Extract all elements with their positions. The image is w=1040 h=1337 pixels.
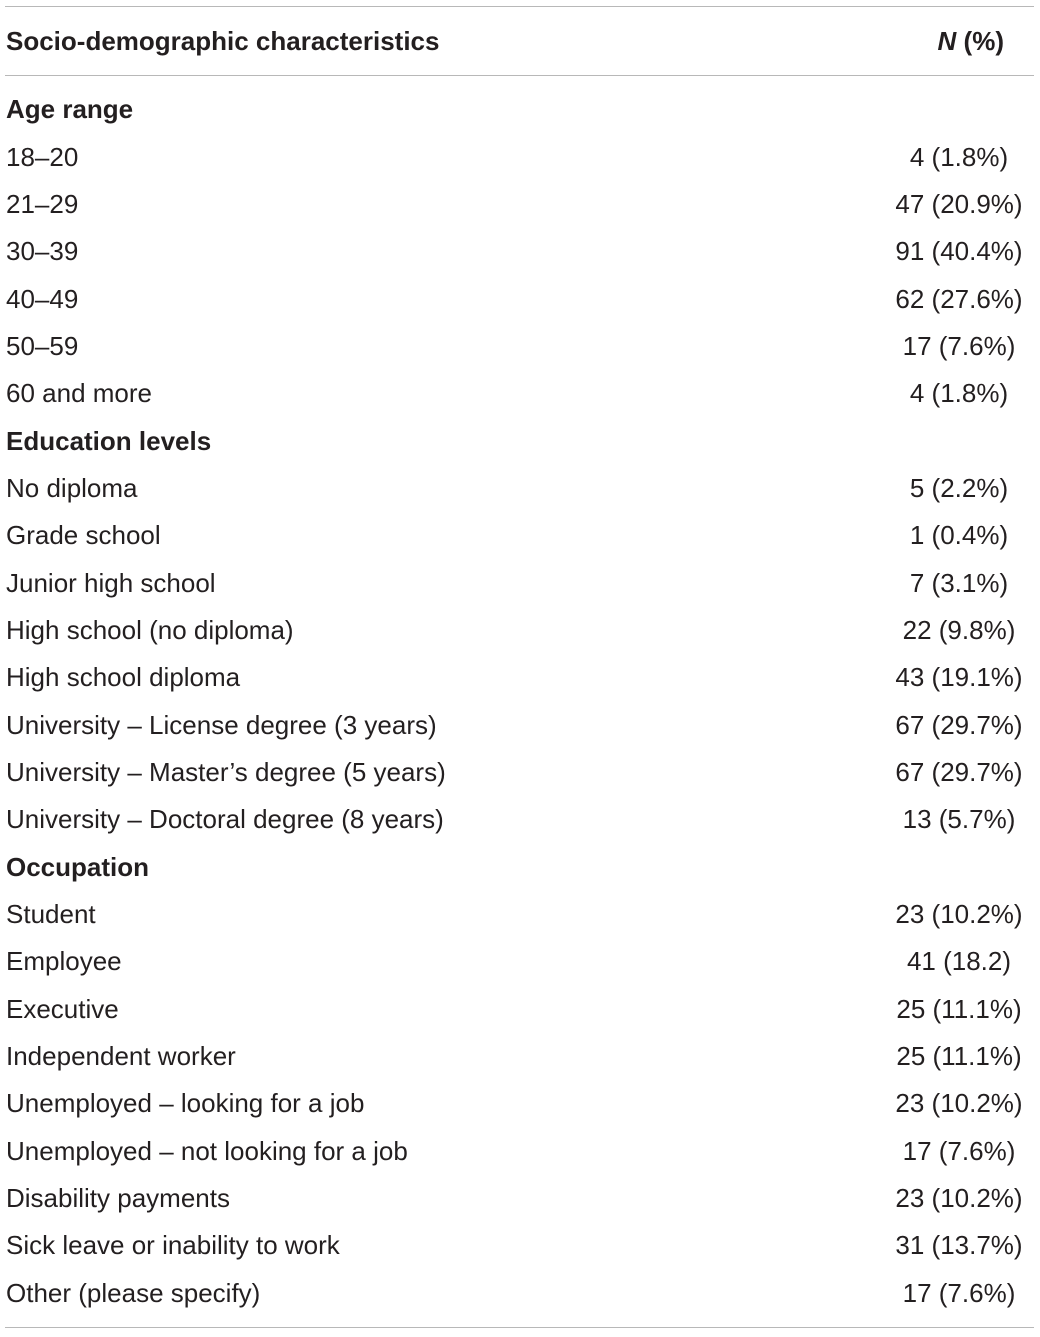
row-value: 4 (1.8%) [909,378,1009,409]
row-value: 13 (5.7%) [902,804,1016,835]
row-value: 17 (7.6%) [902,330,1016,361]
row-value: 7 (3.1%) [909,567,1009,598]
row-label: Executive [6,993,119,1024]
row-value: 41 (18.2) [906,946,1012,977]
demographics-table [5,6,1034,1328]
table-row [5,1033,1034,1080]
row-value: 25 (11.1%) [896,993,1022,1024]
row-value: 43 (19.1%) [895,662,1023,693]
table-row [5,275,1034,322]
table-row [5,181,1034,228]
section-header-row [5,844,1034,891]
row-value: 22 (9.8%) [902,614,1016,645]
section-title: Age range [6,94,134,125]
row-label: Employee [6,946,122,977]
table-row [5,1270,1034,1317]
row-value: 23 (10.2%) [895,1088,1023,1119]
table-row [5,559,1034,606]
header-n-percent [938,26,1034,57]
table-row [5,465,1034,512]
row-label: Unemployed – looking for a job [6,1088,365,1119]
table-row [5,654,1034,701]
table-row [5,891,1034,938]
row-value: 17 (7.6%) [902,1277,1016,1308]
row-value: 67 (29.7%) [895,709,1023,740]
table-row [5,701,1034,748]
table-body [5,76,1034,1327]
row-label: Student [6,899,96,930]
row-label: High school (no diploma) [6,614,294,645]
table-row [5,749,1034,796]
row-label: No diploma [6,472,138,503]
table-row [5,796,1034,843]
row-value: 62 (27.6%) [895,283,1023,314]
row-label: Disability payments [6,1183,230,1214]
row-value: 67 (29.7%) [895,756,1023,787]
row-label: University – Doctoral degree (8 years) [6,804,444,835]
header-n-suffix: (%) [956,25,1004,56]
row-value: 1 (0.4%) [909,520,1009,551]
row-label: Sick leave or inability to work [6,1230,340,1261]
row-label: University – License degree (3 years) [6,709,437,740]
row-value: 5 (2.2%) [909,472,1009,503]
table-row [5,512,1034,559]
row-label: 60 and more [6,378,152,409]
table-row [5,1128,1034,1175]
row-label: 21–29 [6,188,79,219]
row-label: Independent worker [6,1041,236,1072]
table-row [5,607,1034,654]
table-row [5,370,1034,417]
header-n-letter: N [937,25,957,56]
table-header-row [5,7,1034,75]
row-label: Grade school [6,520,161,551]
row-value: 91 (40.4%) [895,236,1023,267]
row-label: High school diploma [6,662,241,693]
table-row [5,1080,1034,1127]
section-header-row [5,86,1034,133]
row-label: 18–20 [6,141,79,172]
row-label: 40–49 [6,283,79,314]
table-row [5,986,1034,1033]
row-value: 31 (13.7%) [895,1230,1023,1261]
row-value: 25 (11.1%) [896,1041,1022,1072]
section-title: Occupation [6,851,150,882]
table-bottom-rule [5,1327,1034,1328]
row-label: Unemployed – not looking for a job [6,1135,408,1166]
row-label: 30–39 [6,236,79,267]
table-row [5,133,1034,180]
table-row [5,1175,1034,1222]
row-value: 17 (7.6%) [902,1135,1016,1166]
row-label: Other (please specify) [6,1277,261,1308]
table-row [5,228,1034,275]
row-value: 47 (20.9%) [895,188,1023,219]
row-label: 50–59 [6,330,79,361]
section-title: Education levels [6,425,212,456]
table-row [5,323,1034,370]
row-label: Junior high school [6,567,216,598]
row-value: 23 (10.2%) [895,1183,1023,1214]
section-header-row [5,417,1034,464]
row-label: University – Master’s degree (5 years) [6,756,446,787]
table-row [5,1222,1034,1269]
header-label: Socio-demographic characteristics [6,25,440,56]
row-value: 23 (10.2%) [895,899,1023,930]
row-value: 4 (1.8%) [909,141,1009,172]
table-row [5,938,1034,985]
